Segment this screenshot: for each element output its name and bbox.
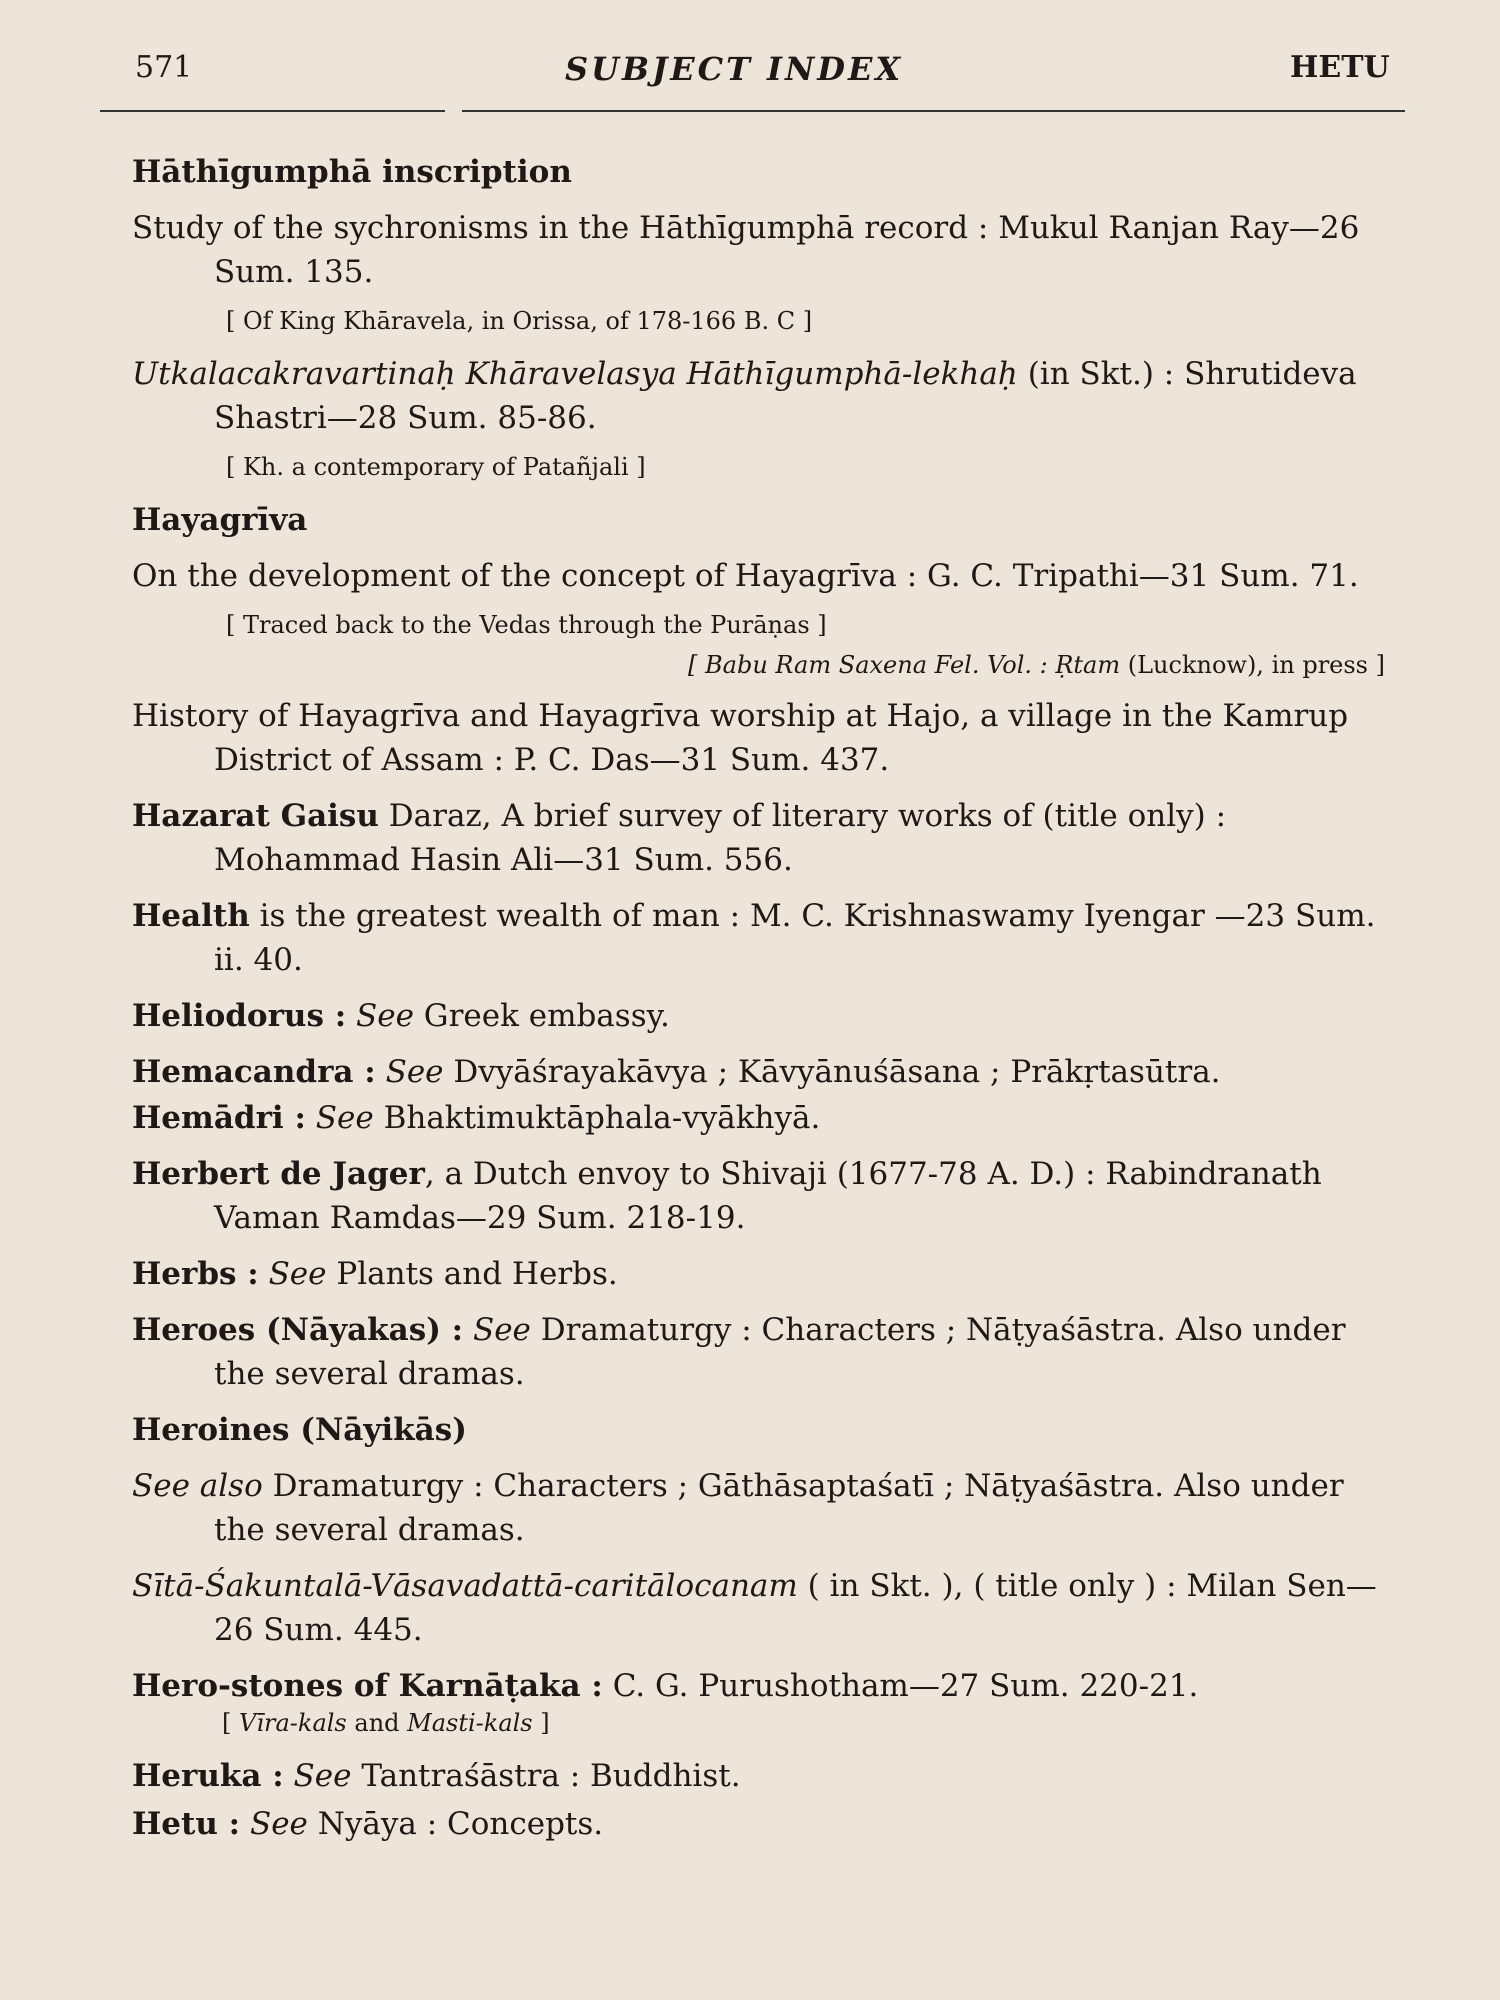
entry-headword: Heruka :: [132, 1758, 284, 1794]
entry-note: [ Kh. a contemporary of Patañjali ]: [226, 453, 646, 481]
index-entry: [132, 694, 1385, 782]
note-open: [: [222, 1709, 239, 1737]
index-body: [132, 150, 1385, 1858]
entry-title: Sītā-Śakuntalā-Vāsavadattā-caritālocanam: [132, 1568, 798, 1604]
index-entry: [132, 1802, 1385, 1846]
index-entry: [132, 794, 1385, 882]
entry-text: Daraz, A brief survey of literary works of (title only) : Mohammad Hasin Ali—31 Sum. 556.: [214, 798, 1227, 878]
index-entry: [132, 554, 1385, 598]
entry-text: C. G. Purushotham—27 Sum. 220-21.: [602, 1668, 1199, 1704]
see-ref: See: [305, 1100, 374, 1136]
entry-text: History of Hayagrīva and Hayagrīva worship at Hajo, a village in the Kamrup District of Assam : P. C. Das—31 Sum. 437.: [132, 698, 1349, 778]
see-ref: See: [463, 1312, 531, 1348]
entry-note: [222, 1706, 1385, 1740]
note-italic: Masti-kals: [407, 1709, 533, 1737]
note-italic: [ Babu Ram Saxena Fel. Vol. : Ṛtam: [688, 651, 1121, 679]
see-ref: See: [258, 1256, 327, 1292]
entry-headword: Herbert de Jager: [132, 1156, 425, 1192]
index-entry: [132, 1464, 1385, 1552]
index-entry: [132, 1152, 1385, 1240]
entry-note: [ Traced back to the Vedas through the Purāṇas ]: [226, 611, 827, 639]
entry-text: is the greatest wealth of man : M. C. Krishnaswamy Iyengar —23 Sum. ii. 40.: [214, 898, 1376, 978]
index-entry: [132, 1754, 1385, 1798]
header-rule-right: [462, 110, 1405, 112]
index-entry: [132, 352, 1385, 440]
entry-text: , a Dutch envoy to Shivaji (1677-78 A. D.) : Rabindranath Vaman Ramdas—29 Sum. 218-19.: [214, 1156, 1322, 1236]
index-heading: Hayagrīva: [132, 502, 308, 538]
entry-text: ( in Skt. ), ( title only ) : Milan Sen—26 Sum. 445.: [214, 1568, 1377, 1648]
index-heading: Hāthīgumphā inscription: [132, 154, 572, 190]
entry-headword: Hazarat Gaisu: [132, 798, 379, 834]
note-text: (Lucknow), in press ]: [1120, 651, 1385, 679]
entry-title: Utkalacakravartinaḥ Khāravelasya Hāthīgumphā-lekhaḥ: [132, 356, 1018, 392]
running-headword: HETU: [1290, 50, 1390, 85]
note-italic: Vīra-kals: [239, 1709, 347, 1737]
entry-headword: Heroes (Nāyakas) :: [132, 1312, 464, 1348]
entry-headword: Hemacandra :: [132, 1054, 376, 1090]
entry-headword: Hemādri :: [132, 1100, 306, 1136]
entry-text: Greek embassy.: [413, 998, 670, 1034]
entry-headword: Hetu :: [132, 1806, 241, 1842]
entry-text: Dramaturgy : Characters ; Gāthāsaptaśatī ; Nāṭyaśāstra. Also under the several dramas.: [214, 1468, 1344, 1548]
entry-text: On the development of the concept of Hayagrīva : G. C. Tripathi—31 Sum. 71.: [132, 558, 1359, 594]
entry-text: Plants and Herbs.: [326, 1256, 618, 1292]
entry-text: Tantraśāstra : Buddhist.: [351, 1758, 741, 1794]
header-rule-left: [100, 110, 445, 112]
entry-headword: Hero-stones of Karnāṭaka :: [132, 1668, 603, 1704]
entry-text: (in Skt.) : Shrutideva Shastri—28 Sum. 85-86.: [214, 356, 1357, 436]
index-entry: [132, 894, 1385, 982]
index-entry: [132, 206, 1385, 294]
running-title: SUBJECT INDEX: [565, 50, 904, 88]
see-ref: See: [240, 1806, 308, 1842]
note-and: and: [346, 1709, 408, 1737]
see-ref: See also: [132, 1468, 263, 1504]
index-entry: [132, 1564, 1385, 1652]
index-heading: Heroines (Nāyikās): [132, 1412, 467, 1448]
index-entry: [132, 1308, 1385, 1396]
index-entry: [132, 1050, 1385, 1094]
see-ref: See: [283, 1758, 352, 1794]
see-ref: See: [375, 1054, 444, 1090]
index-entry: [132, 1252, 1385, 1296]
page-number: 571: [135, 50, 193, 85]
entry-headword: Heliodorus :: [132, 998, 347, 1034]
entry-headword: Herbs :: [132, 1256, 259, 1292]
entry-text: Dvyāśrayakāvya ; Kāvyānuśāsana ; Prākṛtasūtra.: [443, 1054, 1221, 1090]
index-entry: [132, 994, 1385, 1038]
entry-text: Study of the sychronisms in the Hāthīgumphā record : Mukul Ranjan Ray—26 Sum. 135.: [132, 210, 1360, 290]
entry-note: [ Of King Khāravela, in Orissa, of 178-166 B. C ]: [226, 307, 813, 335]
entry-text: Dramaturgy : Characters ; Nāṭyaśāstra. Also under the several dramas.: [214, 1312, 1346, 1392]
entry-text: Nyāya : Concepts.: [307, 1806, 604, 1842]
entry-note-right: [132, 648, 1385, 682]
entry-text: Bhaktimuktāphala-vyākhyā.: [373, 1100, 821, 1136]
see-ref: See: [346, 998, 414, 1034]
index-entry: [132, 1096, 1385, 1140]
entry-headword: Health: [132, 898, 250, 934]
index-entry: [132, 1664, 1385, 1708]
note-close: ]: [532, 1709, 550, 1737]
